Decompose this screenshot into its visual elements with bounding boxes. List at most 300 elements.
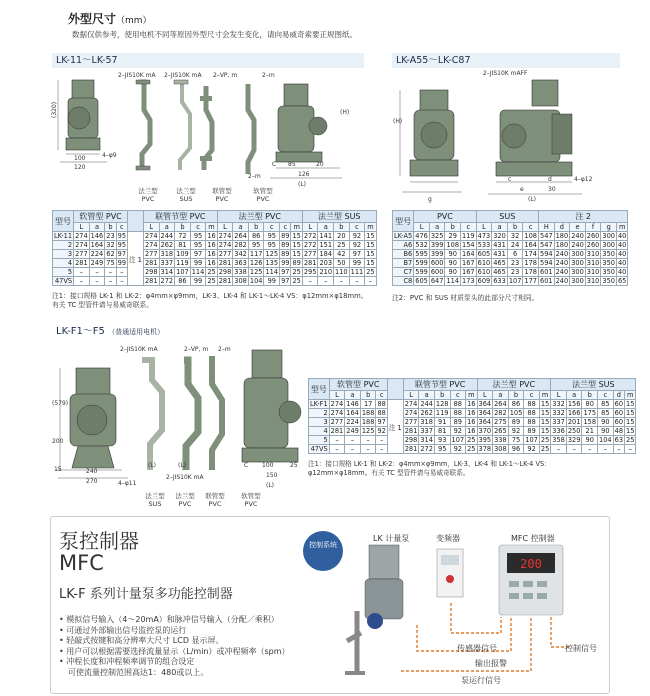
table-cell: 23 [507, 259, 523, 268]
table-cell: 15 [366, 241, 375, 249]
lkf-sub: d [613, 391, 624, 400]
table-cell: 90 [582, 436, 598, 445]
table-row [53, 268, 377, 277]
table-cell: 注 1 [387, 400, 403, 454]
table-cell: 89 [450, 418, 466, 427]
table-cell: 25 [292, 268, 301, 276]
mfc-run-signal: 泵运行信号 [461, 676, 501, 685]
mfc-feature [59, 668, 321, 679]
table-cell: 272 [303, 232, 317, 240]
table-cell: 240 [555, 268, 569, 276]
lkf-dim-579: (579) [52, 400, 69, 407]
lk11-group-1: 软管型 PVC [74, 211, 128, 223]
lkf-table [308, 378, 636, 454]
lka55-sub: g [601, 223, 617, 232]
table-cell: 332 [552, 409, 565, 417]
lkf-top-label-3: 2–m [218, 346, 231, 353]
table-cell: 97 [281, 268, 290, 276]
table-cell: 224 [346, 418, 359, 426]
table-cell: 40 [617, 268, 627, 276]
table-cell: 532 [415, 241, 428, 249]
table-cell: 260 [586, 241, 600, 249]
lkf-dim-c: C [244, 462, 249, 469]
table-cell: 95 [190, 232, 206, 241]
table-cell: 104 [249, 277, 263, 285]
table-cell: 310 [586, 250, 600, 258]
lka55-band-label: LK-A55～LK-C87 [396, 55, 471, 66]
lkf-dim-15: 15 [54, 466, 62, 473]
table-cell: 300 [602, 232, 615, 240]
lkf-sub: b [582, 391, 598, 400]
table-cell: C7 [393, 268, 414, 277]
lkf-top-label-2: 2–VP, m [184, 346, 209, 353]
table-cell: 88 [524, 409, 540, 418]
table-cell: 281 [75, 259, 88, 267]
table-cell: 90 [445, 250, 461, 259]
table-cell: 277 [303, 250, 317, 258]
table-cell: 23 [106, 232, 115, 240]
table-cell: 25 [334, 241, 350, 250]
lkf-caption-4: 软管型 PVC [241, 492, 261, 508]
table-cell: 108 [446, 241, 460, 249]
table-cell: 88 [377, 400, 386, 408]
table-cell: 533 [477, 241, 491, 249]
table-cell: 92 [450, 427, 466, 436]
table-cell: 40 [617, 259, 627, 267]
lka55-group-note: 注 2 [539, 211, 628, 223]
table-cell: 90 [445, 259, 461, 268]
lkf-band-note: （普通适用电机） [108, 328, 165, 336]
lkf-caption-2: 法兰型 PVC [175, 492, 195, 508]
table-cell: 88 [524, 418, 540, 427]
table-cell: – [334, 277, 350, 286]
table-cell: 97 [377, 418, 386, 426]
mfc-pump [345, 545, 403, 675]
table-cell: 300 [571, 268, 584, 276]
table-cell: 88 [450, 400, 466, 409]
table-cell: 141 [319, 232, 333, 240]
table-cell: 164 [524, 241, 537, 249]
table-cell: – [360, 436, 376, 445]
page-title [68, 10, 152, 27]
table-cell: 272 [420, 445, 433, 453]
lkf-dim-200: 200 [52, 438, 64, 445]
table-cell: 240 [571, 232, 584, 240]
lka55-sub: m [616, 223, 627, 232]
table-cell: 15 [626, 409, 635, 417]
lk11-pipe-union-pvc [200, 86, 212, 170]
table-cell: – [329, 445, 345, 454]
table-cell: 298 [218, 268, 232, 276]
mfc-features [59, 615, 321, 678]
table-cell: 281 [404, 427, 418, 435]
lka55-sub: e [570, 223, 586, 232]
lka55-label-4phi12: 4–φ12 [574, 176, 593, 183]
table-cell: 110 [335, 268, 348, 276]
lkf-dim-4phi11: 4–φ11 [118, 480, 137, 487]
table-cell: – [105, 268, 116, 277]
table-cell: 167 [462, 268, 475, 276]
table-cell: 350 [602, 250, 615, 258]
table-cell: 274 [330, 400, 344, 408]
table-row [393, 277, 628, 286]
lkf-sub: a [566, 391, 582, 400]
table-cell: 240 [555, 250, 569, 258]
lka55-table [392, 210, 628, 286]
lka55-label-d: d [548, 176, 552, 183]
table-cell: 295 [303, 268, 317, 276]
lkf-sub: a [345, 391, 361, 400]
table-cell: 308 [234, 277, 247, 285]
lk11-sub: c [190, 223, 206, 232]
table-cell: 90 [445, 268, 461, 277]
table-cell: 95 [264, 232, 280, 241]
table-cell: 86 [248, 232, 264, 241]
table-cell: 180 [555, 232, 569, 240]
table-cell: 60 [614, 400, 624, 408]
lk11-model-header: 型号 [53, 211, 74, 232]
table-cell: 465 [493, 259, 506, 267]
table-cell: 92 [377, 427, 386, 435]
table-row [309, 436, 636, 445]
lk11-sub: L [143, 223, 159, 232]
lka55-sub: c [461, 223, 477, 232]
table-cell: 465 [493, 268, 506, 276]
lkf-footnote: 注1：接口规格 LK-1 和 LK-2：φ4mm×φ9mm，LK-3、LK-4 和 LK-1～LK-4 VS：φ12mm×φ18mm。有关 TC 型管件请与易威奇联系。 [308, 460, 551, 477]
table-cell: 338 [494, 436, 507, 444]
table-cell: 25 [467, 445, 476, 453]
lka55-label-top: 2–JIS10K mAFF [483, 70, 528, 77]
lk11-sub: a [318, 223, 334, 232]
table-cell: 40 [617, 241, 627, 249]
mfc-feature-text: 冲程长度和冲程频率调节的组合设定 [66, 657, 195, 666]
table-cell: 610 [477, 259, 491, 267]
table-row [53, 277, 377, 286]
table-row [53, 259, 377, 268]
table-cell: 16 [207, 250, 216, 258]
lkf-sub: m [539, 391, 550, 400]
table-cell: 62 [106, 250, 115, 258]
table-cell: 274 [404, 409, 418, 417]
mfc-feature: • 轻敲式按键和高分辨率大尺寸 LCD 显示屏。 [59, 636, 224, 645]
table-cell: 249 [90, 259, 104, 267]
mfc-sensor-signal: 传感器信号 [457, 644, 497, 653]
lk11-drawings [52, 70, 364, 205]
table-cell: 476 [415, 232, 428, 240]
table-cell: 320 [493, 232, 506, 240]
table-cell: 6 [507, 250, 523, 259]
table-cell: 350 [602, 259, 615, 267]
table-cell: 325 [430, 232, 444, 240]
lka55-label-h: (H) [393, 118, 403, 125]
lkf-caption-3: 联管型 PVC [205, 492, 225, 508]
lkf-dim-25: 25 [290, 462, 298, 469]
lka55-table-body [393, 232, 628, 286]
table-cell: 125 [361, 427, 375, 435]
lk11-dim-85: 85 [288, 161, 296, 168]
table-cell: 107 [451, 436, 465, 444]
lkf-pump-side [242, 350, 301, 462]
table-cell: 95 [117, 232, 127, 240]
lk11-dim-4phi9: 4–φ9 [102, 152, 117, 159]
table-cell: 308 [494, 445, 507, 453]
table-cell: 378 [478, 445, 492, 453]
table-cell: 600 [430, 259, 444, 267]
mfc-feature-text: 用户可以根据需要选择流量显示（L/min）或冲程频率（spm） [66, 646, 290, 656]
table-cell: – [365, 277, 376, 286]
table-cell: LK-F1 [310, 400, 328, 408]
table-cell: 240 [555, 277, 569, 285]
table-cell: – [598, 445, 614, 454]
mfc-controller [499, 545, 563, 615]
table-cell: 599 [415, 259, 428, 267]
table-cell: 281 [218, 259, 232, 267]
table-cell: 610 [477, 268, 491, 276]
table-cell: 595 [415, 250, 428, 258]
table-cell: 274 [218, 241, 232, 249]
table-cell: 310 [586, 259, 600, 267]
table-cell: 363 [234, 259, 247, 267]
table-cell: 99 [281, 259, 290, 267]
lk11-top-label-2: 2–JIS10K mA [164, 72, 202, 79]
table-cell: 210 [319, 268, 333, 276]
table-cell: 594 [540, 259, 553, 267]
mfc-feature: • 可通过外部输出信号监控泵的运行 [59, 625, 187, 635]
table-cell: 399 [430, 241, 444, 249]
table-cell: 92 [450, 445, 466, 454]
lkf-note-col [387, 379, 403, 400]
table-cell: 473 [477, 232, 491, 240]
table-cell: 146 [90, 232, 104, 240]
table-cell: 29 [445, 232, 461, 241]
table-cell: 175 [583, 409, 597, 417]
lkf-dim-240: 240 [86, 468, 98, 475]
table-cell: 32 [106, 241, 115, 249]
table-cell: 274 [330, 409, 344, 417]
mfc-subtitle: LK-F 系列计量泵多功能控制器 [59, 587, 233, 602]
table-cell: 298 [404, 436, 418, 444]
lk11-sub: c [280, 223, 291, 232]
lk11-dim-126: 126 [298, 171, 310, 178]
table-row [393, 241, 628, 250]
lka55-sub: f [585, 223, 601, 232]
mfc-title-en: MFC [59, 551, 104, 575]
table-cell: 119 [462, 232, 475, 240]
table-cell: 3 [53, 250, 74, 259]
table-cell: 2 [53, 241, 74, 250]
table-cell: – [551, 445, 567, 454]
table-cell: 93 [434, 436, 450, 445]
table-cell: 50 [334, 259, 350, 268]
table-cell: 114 [265, 268, 279, 276]
table-cell: 166 [567, 409, 581, 417]
table-cell: 114 [191, 268, 205, 276]
lkf-sub: L [403, 391, 419, 400]
table-cell: 92 [349, 241, 365, 250]
mfc-title-cn: 泵控制器 [59, 529, 139, 553]
table-cell: – [349, 277, 365, 286]
table-cell: 358 [552, 436, 565, 444]
mfc-feature-text: 可通过外部输出信号监控泵的运行 [66, 625, 187, 635]
table-cell: 600 [430, 268, 444, 276]
lk11-dim-120: 120 [74, 164, 86, 171]
lk11-sub: c [116, 223, 127, 232]
table-cell: 164 [462, 250, 475, 258]
table-row [309, 400, 636, 409]
table-cell: 60 [614, 418, 624, 426]
lka55-sub: c [523, 223, 539, 232]
table-cell: 99 [190, 259, 206, 268]
table-cell: 99 [264, 277, 280, 286]
table-cell: 633 [493, 277, 506, 285]
table-cell: – [318, 277, 334, 286]
table-cell: 350 [602, 277, 615, 285]
table-cell: 25 [626, 436, 635, 444]
table-cell: 601 [540, 268, 553, 276]
lk11-pipe-hose-pvc [248, 84, 254, 174]
table-cell: 15 [292, 241, 301, 249]
lk11-sub: c [349, 223, 365, 232]
table-cell: 88 [377, 409, 386, 417]
table-cell: – [116, 268, 127, 277]
table-cell: – [345, 445, 361, 454]
lk11-pipe-flange-pvc [136, 80, 150, 170]
mfc-feature-text: 可使流量控制范围高达1：480或以上。 [68, 667, 209, 677]
lk11-sub: m [206, 223, 217, 232]
table-cell: 314 [420, 436, 433, 444]
lka55-group-pvc: PVC [414, 211, 476, 223]
table-cell: 107 [176, 268, 189, 276]
table-cell: – [329, 436, 345, 445]
table-cell: 605 [415, 277, 428, 285]
table-cell: 17 [360, 400, 376, 409]
table-cell: 16 [207, 232, 216, 240]
table-cell: 15 [366, 232, 375, 240]
table-cell: 99 [117, 259, 127, 267]
table-cell: – [345, 436, 361, 445]
table-cell: A6 [393, 241, 414, 250]
table-cell: 24 [507, 241, 523, 250]
table-cell: 15 [626, 418, 635, 426]
lkf-dim-l3: (L) [266, 482, 275, 489]
table-cell: 364 [478, 418, 492, 426]
table-cell: 119 [176, 259, 189, 267]
lk11-dim-2m: 2–m [248, 173, 261, 180]
table-cell: 298 [144, 268, 158, 276]
lkf-group-2: 联管节型 PVC [403, 379, 477, 391]
table-cell: 47VS [309, 445, 330, 454]
table-cell: 262 [420, 409, 433, 417]
table-cell: 126 [249, 259, 263, 267]
lkf-sub: c [598, 391, 614, 400]
lk11-sub: b [334, 223, 350, 232]
lkf-sub: b [508, 391, 524, 400]
table-row [309, 409, 636, 418]
table-cell: 125 [249, 268, 263, 276]
table-cell: 188 [361, 418, 375, 426]
table-cell: 224 [90, 250, 104, 258]
lkf-group-4: 法兰型 SUS [551, 379, 636, 391]
table-cell: 40 [617, 250, 627, 258]
lka55-label-c: c [508, 176, 512, 183]
lkf-dim-150: 150 [266, 472, 278, 479]
table-cell: 92 [349, 232, 365, 241]
lkf-sub: L [477, 391, 493, 400]
table-cell: – [89, 277, 105, 286]
lkf-sub: c [450, 391, 466, 400]
lka55-sub: d [554, 223, 570, 232]
lkf-pipe-pvc [184, 360, 198, 470]
table-cell: 89 [292, 259, 301, 267]
table-cell: 81 [175, 241, 191, 250]
table-cell: 88 [450, 409, 466, 418]
table-cell: 337 [552, 418, 565, 426]
table-cell: 95 [117, 241, 127, 249]
table-cell: – [376, 445, 387, 454]
table-cell: 15 [292, 232, 301, 240]
lk11-band [52, 53, 364, 68]
table-cell: 156 [567, 400, 581, 408]
lkf-dim-270: 270 [86, 478, 98, 485]
table-cell: 277 [330, 418, 344, 426]
lka55-band [392, 53, 620, 68]
table-cell: 370 [478, 427, 492, 435]
table-cell: 16 [207, 241, 216, 249]
table-cell: 282 [494, 409, 507, 417]
table-cell: 364 [478, 409, 492, 417]
table-cell: 114 [446, 277, 460, 285]
lk11-caption-1: 法兰型 PVC [138, 187, 158, 203]
table-cell: 15 [626, 427, 635, 435]
mfc-control-signal: 控制信号 [565, 644, 597, 653]
table-cell: 97 [117, 250, 127, 258]
lkf-sub: b [434, 391, 450, 400]
lk11-note-col [128, 211, 144, 232]
lkf-sub: c [376, 391, 387, 400]
table-cell: 75 [508, 436, 524, 445]
header-note: 数据仅供参考，使用电机不同等原因外型尺寸会发生变化，请向易威奇索要正规图纸。 [72, 30, 357, 39]
lk11-dim-20: 20 [316, 161, 324, 168]
lk11-pump-front [58, 80, 107, 162]
table-cell: 274 [75, 232, 88, 240]
table-cell: 5 [53, 268, 74, 277]
table-cell: 15 [626, 400, 635, 408]
table-cell: 109 [176, 250, 189, 258]
table-cell: 16 [467, 427, 476, 435]
table-cell: – [89, 268, 105, 277]
mfc-output-alarm: 输出报警 [475, 659, 507, 668]
table-cell: 48 [614, 427, 624, 435]
lka55-sub: a [429, 223, 445, 232]
table-cell: 318 [420, 418, 433, 426]
lk11-sub: m [291, 223, 302, 232]
table-cell: 5 [309, 436, 330, 445]
lka55-sub: L [476, 223, 492, 232]
table-cell: 337 [420, 427, 433, 435]
table-cell: 25 [207, 277, 216, 285]
table-cell: 184 [319, 250, 333, 258]
table-cell: 272 [303, 241, 317, 249]
table-cell: 2 [309, 409, 330, 418]
table-cell: 40 [617, 232, 627, 240]
mfc-feature: • 用户可以根据需要选择流量显示（L/min）或冲程频率（spm） [59, 646, 290, 656]
mfc-system-label: 控制系统 [309, 541, 337, 549]
table-cell: 105 [509, 409, 523, 417]
table-cell: 201 [567, 418, 581, 426]
table-cell: 310 [586, 277, 600, 285]
table-cell: 4 [309, 427, 330, 436]
table-cell: 86 [175, 277, 191, 286]
